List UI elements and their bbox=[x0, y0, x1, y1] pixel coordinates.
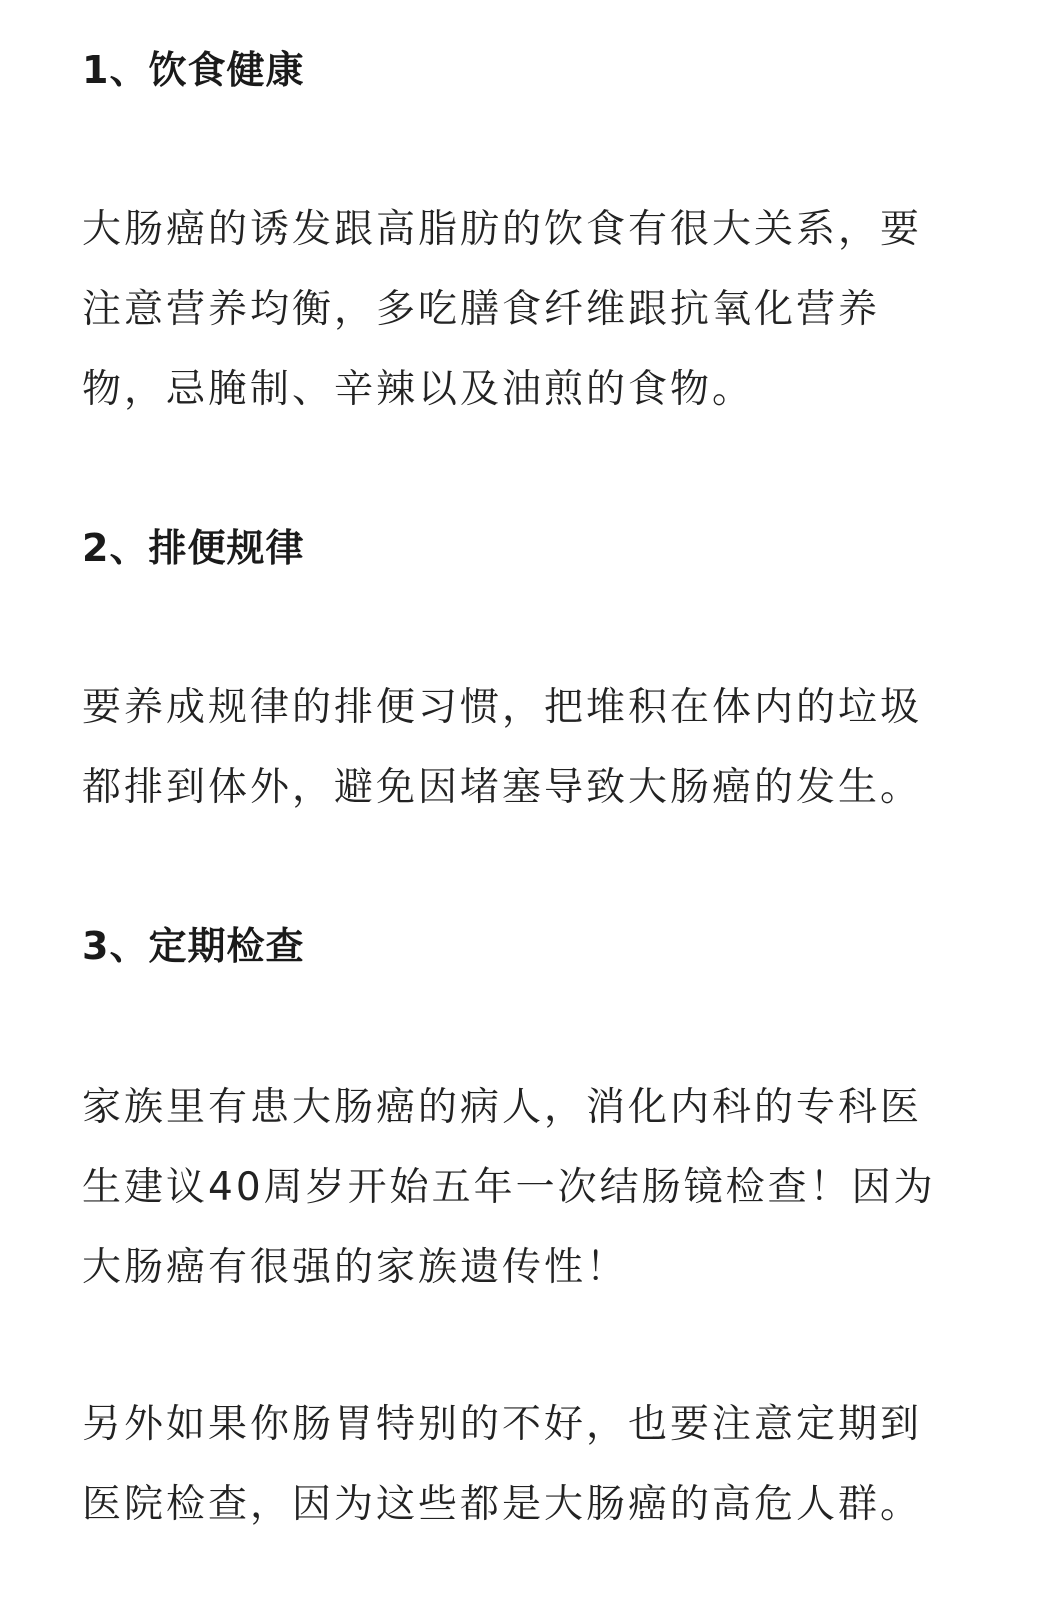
paragraph-line: 另外如果你肠胃特别的不好，也要注意定期到 bbox=[82, 1402, 923, 1447]
paragraph-diet bbox=[82, 190, 962, 430]
paragraph-line: 都排到体外，避免因堵塞导致大肠癌的发生。 bbox=[82, 765, 923, 810]
paragraph-line: 大肠癌的诱发跟高脂肪的饮食有很大关系，要 bbox=[82, 207, 923, 252]
section-heading-diet: 1、饮食健康 bbox=[82, 48, 305, 92]
paragraph-line: 生建议40周岁开始五年一次结肠镜检查！因为 bbox=[82, 1165, 936, 1210]
section-heading-bowel-habits: 2、排便规律 bbox=[82, 526, 305, 570]
paragraph-line: 要养成规律的排便习惯，把堆积在体内的垃圾 bbox=[82, 685, 923, 730]
paragraph-line: 注意营养均衡，多吃膳食纤维跟抗氧化营养 bbox=[82, 287, 881, 332]
section-heading-checkups: 3、定期检查 bbox=[82, 924, 305, 968]
paragraph-line: 家族里有患大肠癌的病人，消化内科的专科医 bbox=[82, 1085, 923, 1130]
paragraph-line: 医院检查，因为这些都是大肠癌的高危人群。 bbox=[82, 1482, 923, 1527]
paragraph-bowel-habits bbox=[82, 668, 962, 828]
paragraph-checkups bbox=[82, 1068, 962, 1308]
paragraph-line: 物，忌腌制、辛辣以及油煎的食物。 bbox=[82, 367, 755, 412]
paragraph-high-risk bbox=[82, 1385, 962, 1545]
paragraph-line: 大肠癌有很强的家族遗传性！ bbox=[82, 1245, 629, 1290]
